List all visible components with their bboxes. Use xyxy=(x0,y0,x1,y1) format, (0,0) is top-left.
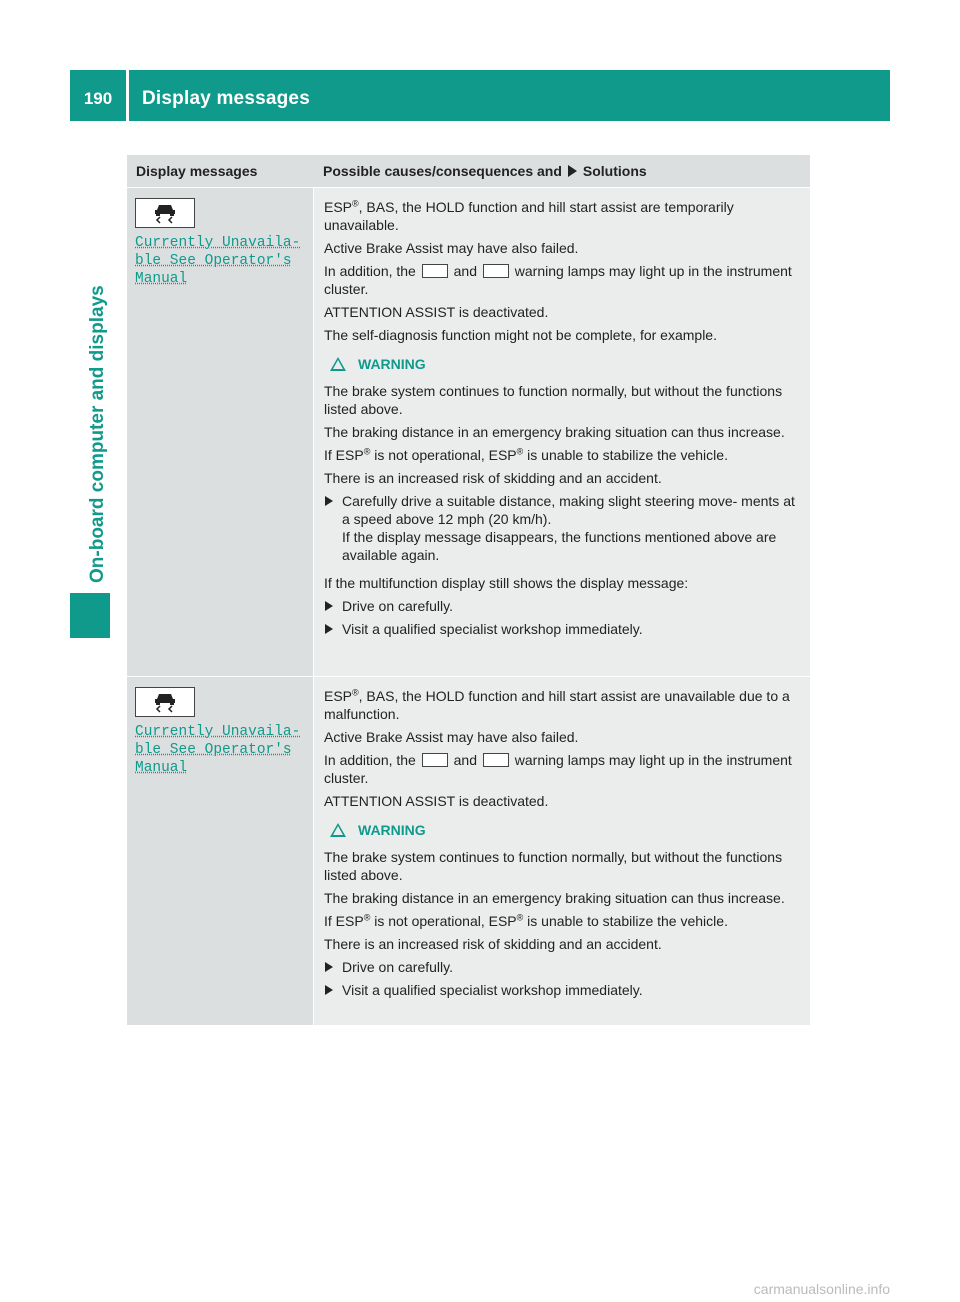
cause-text: , BAS, the HOLD function and hill start assist are temporarily unavailable. xyxy=(324,199,734,233)
cause-text: warning lamps may light up in the instrument cluster. xyxy=(324,752,792,786)
cause-paragraph: ATTENTION ASSIST is deactivated. xyxy=(324,304,549,320)
warning-text: If ESP xyxy=(324,447,364,463)
warning-heading xyxy=(330,356,802,372)
skid-car-lamp-icon xyxy=(422,753,448,767)
warning-label: WARNING xyxy=(358,356,426,372)
solution-step xyxy=(324,981,802,999)
display-cell xyxy=(127,677,313,1025)
step-arrow-icon xyxy=(325,985,333,995)
table-row xyxy=(127,187,810,676)
step-arrow-icon xyxy=(325,496,333,506)
solution-step-text: Visit a qualified specialist workshop immediately. xyxy=(342,982,643,998)
cause-paragraph xyxy=(324,751,802,787)
solution-step-text xyxy=(342,492,802,564)
cause-text: In addition, the xyxy=(324,263,416,279)
skid-car-icon xyxy=(135,687,195,717)
registered-mark: ® xyxy=(352,687,359,698)
page-title: Display messages xyxy=(142,88,310,109)
chapter-tab-marker xyxy=(70,593,110,638)
cause-paragraph xyxy=(324,262,802,298)
cause-paragraph: ATTENTION ASSIST is deactivated. xyxy=(324,793,549,809)
solution-step xyxy=(324,958,802,976)
solution-step xyxy=(324,597,802,615)
warning-paragraph: There is an increased risk of skidding and an accident. xyxy=(324,470,662,486)
display-messages-table xyxy=(127,155,810,1025)
chapter-tab-label: On-board computer and displays xyxy=(87,285,108,583)
cause-text: , BAS, the HOLD function and hill start assist are unavailable due to a malfunction. xyxy=(324,688,790,722)
skid-car-icon xyxy=(135,198,195,228)
skid-car-lamp-icon xyxy=(422,264,448,278)
solution-step xyxy=(324,620,802,638)
warning-triangle-icon xyxy=(330,357,346,371)
display-message-text: Currently Unavaila‐ ble See Operator's Manual xyxy=(135,724,301,776)
step-arrow-icon xyxy=(325,624,333,634)
warning-paragraph: There is an increased risk of skidding and an accident. xyxy=(324,936,662,952)
warning-paragraph: The brake system continues to function normally, but without the functions listed above. xyxy=(324,383,783,417)
cause-text: In addition, the xyxy=(324,752,416,768)
warning-paragraph: The brake system continues to function normally, but without the functions listed above. xyxy=(324,849,783,883)
warning-label: WARNING xyxy=(358,822,426,838)
table-row xyxy=(127,676,810,1025)
solution-paragraph: If the multifunction display still shows the display message: xyxy=(324,575,689,591)
esp-off-lamp-icon xyxy=(483,753,509,767)
esp-text: ESP xyxy=(324,688,353,704)
step-arrow-icon xyxy=(325,962,333,972)
causes-cell xyxy=(313,188,810,676)
registered-mark: ® xyxy=(363,446,371,457)
warning-text: is unable to stabilize the vehicle. xyxy=(523,447,728,463)
display-cell xyxy=(127,188,313,676)
solution-step-text: Drive on carefully. xyxy=(342,959,454,975)
cause-paragraph xyxy=(324,198,802,234)
table-header xyxy=(127,155,810,187)
warning-triangle-icon xyxy=(330,823,346,837)
page-header xyxy=(70,70,890,121)
source-watermark: carmanualsonline.info xyxy=(753,1281,890,1297)
esp-text: ESP xyxy=(324,199,353,215)
registered-mark: ® xyxy=(363,912,371,923)
solution-step-line: If the display message disappears, the functions mentioned above are available again. xyxy=(342,529,777,563)
registered-mark: ® xyxy=(516,912,524,923)
col-header-solutions-text: Solutions xyxy=(582,163,647,179)
cause-text: and xyxy=(453,752,477,768)
step-arrow-icon xyxy=(325,601,333,611)
cause-paragraph: Active Brake Assist may have also failed. xyxy=(324,729,579,745)
registered-mark: ® xyxy=(352,198,359,209)
warning-paragraph xyxy=(324,912,802,930)
cause-paragraph: Active Brake Assist may have also failed. xyxy=(324,240,579,256)
warning-text: If ESP xyxy=(324,913,364,929)
solution-arrow-icon xyxy=(568,165,577,177)
cause-paragraph: The self-diagnosis function might not be complete, for example. xyxy=(324,327,717,343)
solution-step-text: Drive on carefully. xyxy=(342,598,454,614)
header-divider xyxy=(126,70,129,121)
registered-mark: ® xyxy=(516,446,524,457)
warning-text: is unable to stabilize the vehicle. xyxy=(523,913,728,929)
warning-paragraph: The braking distance in an emergency braking situation can thus increase. xyxy=(324,424,785,440)
warning-text: is not operational, ESP xyxy=(370,913,517,929)
cause-paragraph xyxy=(324,687,802,723)
esp-off-lamp-icon xyxy=(483,264,509,278)
causes-cell xyxy=(313,677,810,1025)
solution-step-text: Visit a qualified specialist workshop immediately. xyxy=(342,621,643,637)
col-header-causes xyxy=(313,155,810,187)
display-message-text: Currently Unavaila‐ ble See Operator's Manual xyxy=(135,235,301,287)
warning-paragraph: The braking distance in an emergency braking situation can thus increase. xyxy=(324,890,785,906)
cause-text: warning lamps may light up in the instrument cluster. xyxy=(324,263,792,297)
col-header-display-messages: Display messages xyxy=(136,163,258,179)
solution-step xyxy=(324,492,802,564)
page-number: 190 xyxy=(83,89,113,108)
warning-text: is not operational, ESP xyxy=(370,447,517,463)
warning-paragraph xyxy=(324,446,802,464)
cause-text: and xyxy=(453,263,477,279)
col-header-causes-text: Possible causes/consequences and xyxy=(323,163,562,179)
solution-step-line: Carefully drive a suitable distance, making slight steering move‐ ments at a speed above 12 mph (20 km/h). xyxy=(342,493,795,527)
warning-heading xyxy=(330,822,802,838)
